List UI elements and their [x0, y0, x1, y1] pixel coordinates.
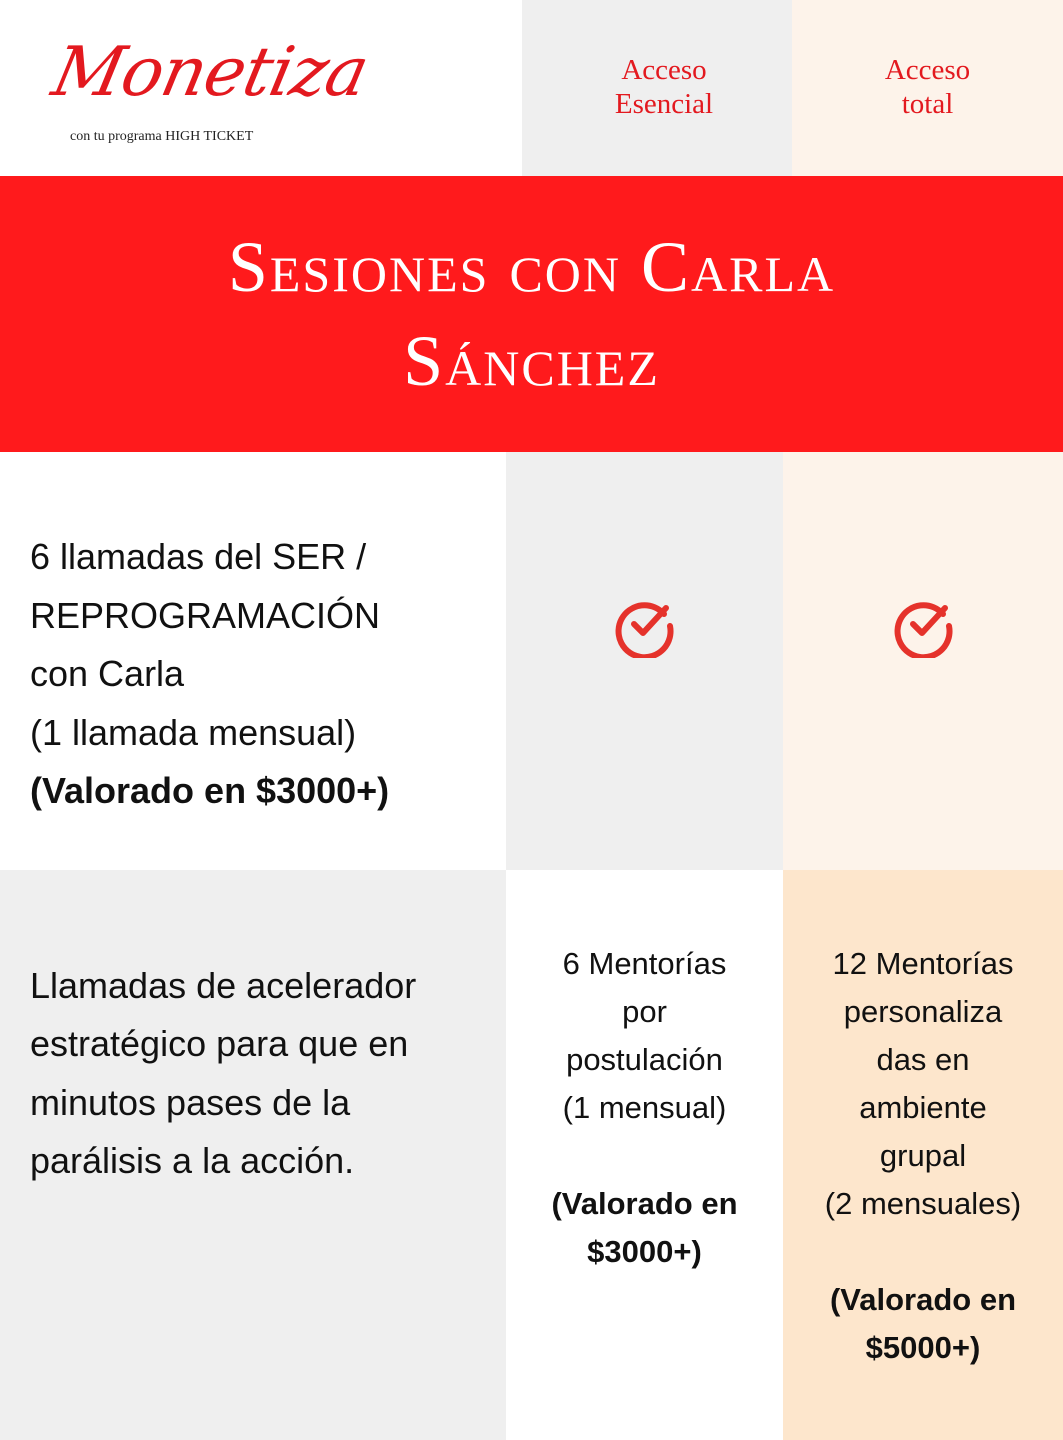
spacer — [506, 1132, 783, 1180]
column-header-total-line1: Acceso — [884, 54, 971, 86]
column-header-total-line2: total — [901, 88, 954, 120]
logo-tagline: con tu programa HIGH TICKET — [70, 129, 254, 144]
row2-essential-text — [506, 940, 783, 1276]
row2-total-line-1: 12 Mentorías — [832, 946, 1014, 981]
row1-line-1: 6 llamadas del SER / — [30, 536, 367, 577]
section-title: Sesiones con Carla Sánchez — [227, 227, 836, 401]
row1-value: (Valorado en $3000+) — [30, 770, 390, 811]
row2-total-line-2: personaliza — [843, 994, 1003, 1029]
row2-essential-line-2: por — [622, 994, 667, 1029]
row1-description — [30, 528, 500, 821]
row2-total-line-4: ambiente — [859, 1090, 987, 1125]
row2-total-line-3: das en — [876, 1042, 970, 1077]
row2-essential-line-3: postulación — [566, 1042, 723, 1077]
row1-line-4: (1 llamada mensual) — [30, 711, 357, 753]
row2-essential-line-4: (1 mensual) — [562, 1090, 727, 1125]
check-circle-icon — [612, 594, 676, 658]
row2-essential-value-2: $3000+) — [587, 1234, 702, 1269]
row2-description: Llamadas de acelerador estratégico para que en minutos pases de la parálisis a la acción. — [30, 965, 417, 1181]
row2-essential-line-1: 6 Mentorías — [562, 946, 727, 981]
column-header-essential-line1: Acceso — [621, 54, 707, 86]
check-circle-icon — [891, 594, 955, 658]
row2-total-text — [783, 940, 1063, 1372]
column-header-total — [792, 53, 1063, 121]
row2-total-line-6: (2 mensuales) — [824, 1186, 1022, 1221]
column-header-essential-line2: Esencial — [614, 88, 714, 120]
column-header-essential — [522, 53, 806, 121]
logo: Monetiza — [45, 33, 375, 112]
row1-line-3: con Carla — [30, 653, 185, 694]
spacer — [783, 1228, 1063, 1276]
row1-essential-cell — [506, 452, 783, 870]
section-banner — [0, 176, 1063, 452]
row1-line-2: REPROGRAMACIÓN — [30, 594, 381, 636]
row1-total-cell — [783, 452, 1063, 870]
row2-total-line-5: grupal — [879, 1138, 967, 1173]
row2-essential-value-1: (Valorado en — [551, 1186, 738, 1221]
row2-total-value-1: (Valorado en — [829, 1282, 1017, 1317]
row2-total-value-2: $5000+) — [865, 1330, 981, 1365]
